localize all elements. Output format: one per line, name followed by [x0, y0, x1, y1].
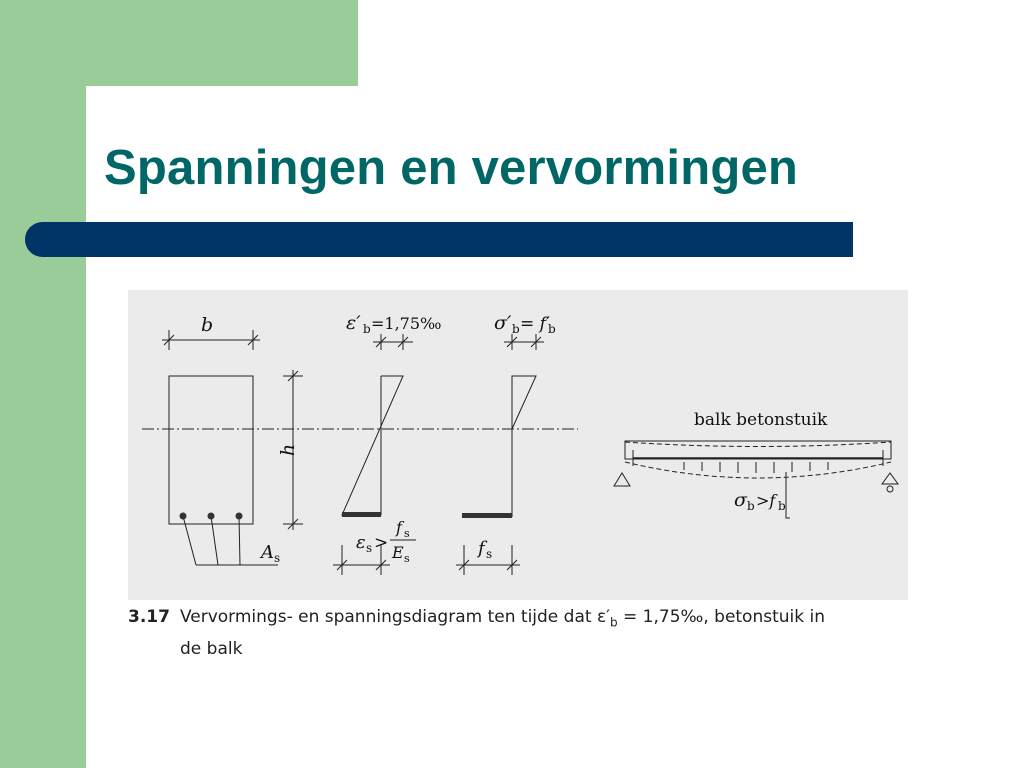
left-green-band — [0, 0, 86, 768]
caption-number: 3.17 — [128, 607, 170, 627]
label-gt: > — [374, 533, 389, 553]
figure-diagram — [128, 290, 908, 600]
label-sigma-b-rel-sub: b — [778, 499, 786, 513]
beam-rect — [625, 441, 891, 459]
label-fs: f — [478, 538, 485, 559]
label-h: h — [277, 443, 299, 456]
label-eps-s-sub: s — [366, 541, 373, 555]
label-stress-top-eq-sub: b — [548, 322, 556, 336]
label-frac-den: E — [392, 543, 404, 562]
label-frac-num-sub: s — [404, 527, 410, 540]
roller-support-right — [882, 473, 898, 484]
caption-text-start: Vervormings- en spanningsdiagram ten tijde dat ε′ — [179, 607, 610, 627]
top-green-band — [86, 0, 358, 86]
rebar-dot — [236, 513, 243, 520]
steel-stress-band — [462, 513, 512, 518]
label-stress-top-eq: = f′ — [520, 314, 550, 334]
label-stress-top-sub: b — [512, 322, 520, 336]
label-b: b — [201, 314, 214, 336]
label-strain-top-sub: b — [363, 322, 371, 336]
strain-diagram — [342, 376, 403, 515]
label-eps-s: ε — [356, 532, 366, 553]
label-frac-num: f — [396, 518, 402, 537]
label-beam: balk betonstuik — [694, 410, 828, 430]
figure-caption — [128, 604, 888, 663]
caption-line-2: de balk — [180, 639, 243, 660]
title-underline-bar — [25, 222, 853, 257]
diagram-svg — [128, 290, 908, 600]
label-sigma-b-rel: >f — [756, 491, 776, 510]
slide-title: Spanningen en vervormingen — [104, 141, 799, 195]
caption-line-1 — [128, 604, 888, 636]
caption-subscript: b — [610, 615, 618, 630]
label-sigma-b: σ — [734, 489, 747, 511]
label-stress-top: σ′ — [494, 312, 512, 334]
cross-section-rect — [169, 376, 253, 524]
caption-text-end: = 1,75‰, betonstuik in — [617, 607, 826, 627]
label-As: A — [261, 542, 274, 563]
steel-strain-band — [342, 512, 381, 517]
label-frac-den-sub: s — [404, 552, 410, 565]
label-sigma-b-sub: b — [747, 499, 755, 513]
rebar-dot — [180, 513, 187, 520]
label-strain-top: ε′ — [346, 312, 361, 334]
rebar-dot — [208, 513, 215, 520]
label-strain-top-value: =1,75‰ — [371, 314, 442, 333]
label-As-sub: s — [274, 551, 281, 565]
stress-diagram — [512, 376, 536, 517]
label-fs-sub: s — [486, 547, 493, 561]
pin-support-left — [614, 473, 630, 486]
